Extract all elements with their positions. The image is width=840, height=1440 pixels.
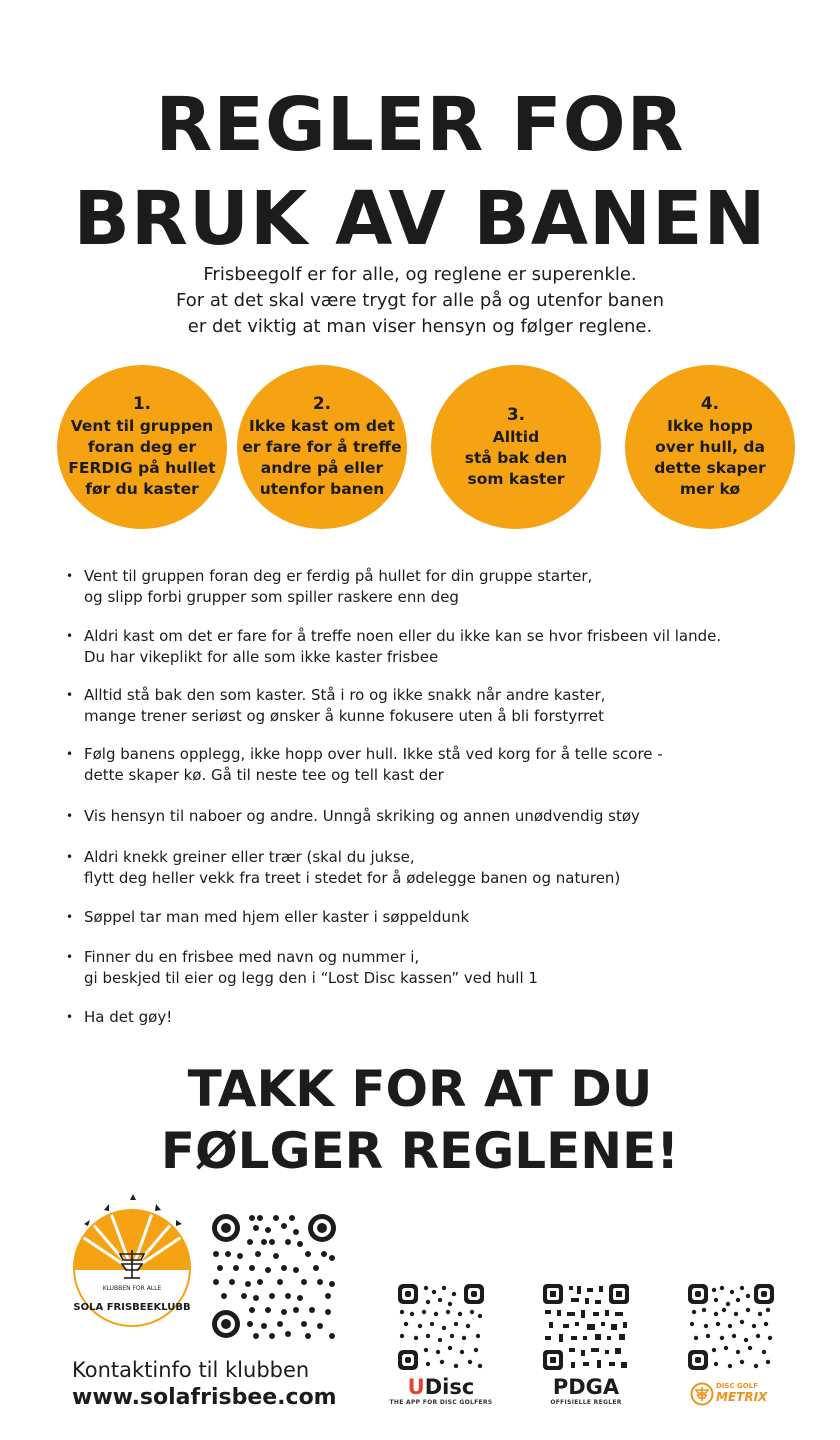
thanks-heading	[0, 1058, 840, 1182]
page-title	[0, 78, 840, 266]
contact-label: Kontaktinfo til klubben	[72, 1358, 310, 1382]
udisc-qr-code[interactable]	[398, 1284, 484, 1370]
rule-text: Vent til gruppen foran deg er ferdig på hullet for din gruppe starter, og slipp forbi grupper som spiller raskere enn deg	[84, 567, 593, 606]
key-rule-2	[237, 365, 407, 529]
list-item	[66, 847, 806, 888]
udisc-logo[interactable]	[386, 1376, 496, 1407]
metrix-logo-small: DISC GOLF	[716, 1382, 758, 1390]
udisc-logo-u: U	[407, 1375, 425, 1399]
list-item	[66, 947, 806, 988]
key-rule-text: Ikke hopp over hull, da dette skaper mer kø	[654, 417, 766, 498]
rule-text: Alltid stå bak den som kaster. Stå i ro og ikke snakk når andre kaster, mange trener seriøst og ønsker å kunne fokusere uten å bli forstyrret	[84, 686, 606, 725]
list-item	[66, 1007, 806, 1028]
bullet: •	[66, 850, 74, 864]
list-item	[66, 744, 806, 785]
pdga-qr-code[interactable]	[543, 1284, 629, 1370]
rule-text: Følg banens opplegg, ikke hopp over hull. Ikke stå ved korg for å telle score - dette skaper kø. Gå til neste tee og tell kast der	[84, 745, 663, 784]
key-rule-4	[625, 365, 795, 529]
thanks-line-1: TAKK FOR AT DU	[187, 1060, 653, 1118]
list-item	[66, 566, 806, 607]
key-rule-text: Alltid stå bak den som kaster	[464, 427, 568, 488]
key-rule-number: 4.	[700, 394, 720, 414]
udisc-logo-name: Disc	[424, 1375, 475, 1399]
bullet: •	[66, 688, 74, 702]
website-link[interactable]: www.solafrisbee.com	[72, 1385, 337, 1410]
key-rule-text: Vent til gruppen foran deg er FERDIG på hullet før du kaster	[68, 417, 216, 498]
metrix-logo-name: METRIX	[716, 1390, 768, 1404]
club-logo	[64, 1194, 200, 1330]
pdga-tagline: OFFISIELLE REGLER	[550, 1399, 622, 1406]
rule-text: Finner du en frisbee med navn og nummer i, gi beskjed til eier og legg den i “Lost Disc kassen” ved hull 1	[84, 948, 538, 987]
metrix-qr-code[interactable]	[688, 1284, 774, 1370]
rule-text: Aldri knekk greiner eller trær (skal du jukse, flytt deg heller vekk fra treet i stedet for å ødelegge banen og naturen)	[84, 848, 621, 887]
key-rule-number: 1.	[132, 394, 152, 414]
pdga-logo[interactable]	[531, 1376, 641, 1407]
list-item	[66, 626, 806, 667]
key-rule-number: 2.	[312, 394, 332, 414]
logo-club-name: SOLA FRISBEEKLUBB	[73, 1302, 191, 1313]
metrix-basket-icon	[690, 1382, 714, 1406]
metrix-logo[interactable]	[688, 1380, 774, 1410]
title-line-2: BRUK AV BANEN	[73, 176, 767, 262]
bullet: •	[66, 747, 74, 761]
logo-tagline: KLUBBEN FOR ALLE	[102, 1285, 162, 1292]
rule-text: Vis hensyn til naboer og andre. Unngå skriking og annen unødvendig støy	[84, 807, 640, 825]
key-rule-number: 3.	[506, 404, 526, 425]
key-rule-text: Ikke kast om det er fare for å treffe andre på eller utenfor banen	[242, 417, 402, 498]
key-rule-1	[57, 365, 227, 529]
bullet: •	[66, 629, 74, 643]
list-item	[66, 907, 806, 928]
bullet: •	[66, 910, 74, 924]
title-line-1: REGLER FOR	[155, 82, 685, 168]
pdga-logo-name: PDGA	[552, 1375, 620, 1399]
club-qr-code[interactable]	[210, 1212, 338, 1340]
intro-line-3: er det viktig at man viser hensyn og følger reglene.	[187, 316, 653, 337]
bullet: •	[66, 1010, 74, 1024]
key-rule-3	[431, 365, 601, 529]
udisc-tagline: THE APP FOR DISC GOLFERS	[389, 1399, 493, 1406]
intro-line-1: Frisbeegolf er for alle, og reglene er superenkle.	[203, 264, 637, 285]
rule-text: Aldri kast om det er fare for å treffe noen eller du ikke kan se hvor frisbeen vil lande. Du har vikeplikt for alle som ikke kaster frisbee	[84, 627, 722, 666]
list-item	[66, 685, 806, 726]
rule-text: Ha det gøy!	[84, 1008, 173, 1026]
bullet: •	[66, 569, 74, 583]
bullet: •	[66, 950, 74, 964]
bullet: •	[66, 809, 74, 823]
intro-text	[0, 262, 840, 340]
intro-line-2: For at det skal være trygt for alle på og utenfor banen	[175, 290, 665, 311]
list-item	[66, 806, 806, 827]
rule-text: Søppel tar man med hjem eller kaster i søppeldunk	[84, 908, 470, 926]
thanks-line-2: FØLGER REGLENE!	[160, 1122, 680, 1180]
